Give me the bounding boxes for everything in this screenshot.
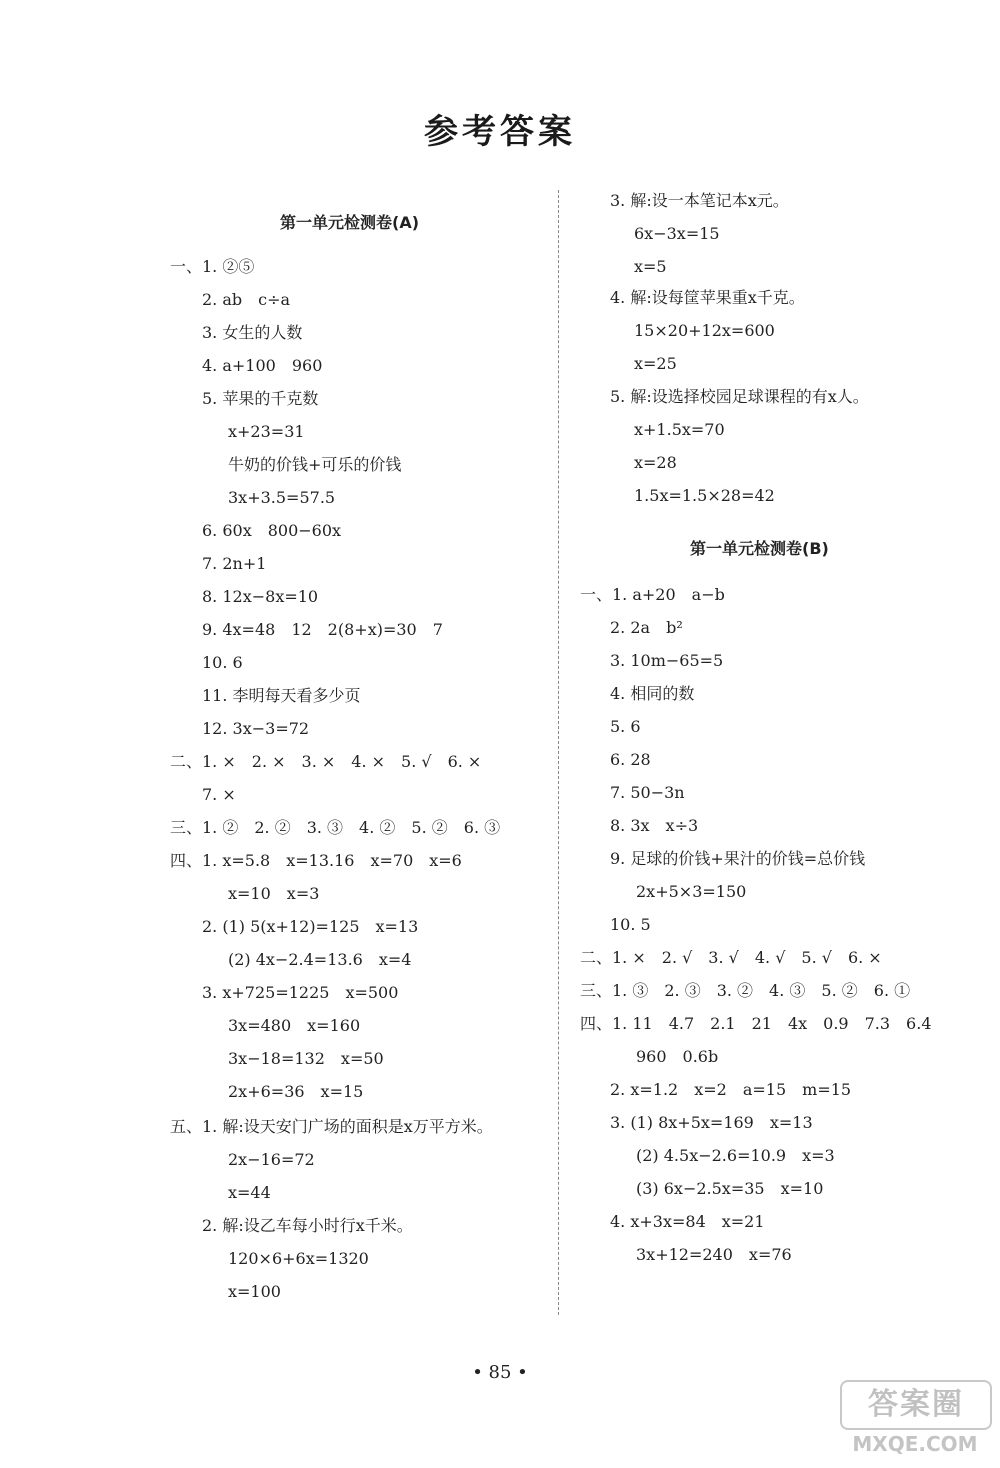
watermark [840, 1380, 990, 1460]
answer-line: 2x+6=36 x=15 [228, 1082, 364, 1101]
answer-line: 3. 10m−65=5 [610, 651, 724, 670]
answer-line: 4. a+100 960 [202, 356, 323, 375]
answer-line: 3. x+725=1225 x=500 [202, 983, 399, 1002]
answer-line: 6x−3x=15 [634, 224, 720, 243]
answer-line: x+1.5x=70 [634, 420, 725, 439]
answer-line: 12. 3x−3=72 [202, 719, 310, 738]
answer-line: 6. 60x 800−60x [202, 521, 342, 540]
answer-line: 5. 解:设选择校园足球课程的有x人。 [610, 387, 869, 406]
answer-line: 120×6+6x=1320 [228, 1249, 369, 1268]
answer-line: 四、1. 11 4.7 2.1 21 4x 0.9 7.3 6.4 [580, 1014, 932, 1033]
answer-line: 3. 解:设一本笔记本x元。 [610, 191, 789, 210]
answer-line: 2x+5×3=150 [636, 882, 747, 901]
answer-line: 11. 李明每天看多少页 [202, 686, 361, 705]
answer-line: x=25 [634, 354, 677, 373]
answer-line: 2. (1) 5(x+12)=125 x=13 [202, 917, 419, 936]
answer-line: x=10 x=3 [228, 884, 320, 903]
answer-line: 3x+12=240 x=76 [636, 1245, 792, 1264]
answer-line: x=28 [634, 453, 677, 472]
answer-line: 1.5x=1.5×28=42 [634, 486, 775, 505]
answer-line: x=44 [228, 1183, 271, 1202]
answer-line: 10. 6 [202, 653, 243, 672]
answer-line: 2. 解:设乙车每小时行x千米。 [202, 1216, 413, 1235]
answer-line: 一、1. a+20 a−b [580, 585, 725, 604]
answer-line: 4. x+3x=84 x=21 [610, 1212, 765, 1231]
answer-line: 4. 解:设每筐苹果重x千克。 [610, 288, 805, 307]
watermark-logo: 答案圈 [840, 1380, 992, 1430]
answer-line: 960 0.6b [636, 1047, 719, 1066]
answer-line: 二、1. × 2. √ 3. √ 4. √ 5. √ 6. × [580, 948, 882, 967]
answer-line: 三、1. ③ 2. ③ 3. ② 4. ③ 5. ② 6. ① [580, 981, 911, 1000]
answer-line: 8. 12x−8x=10 [202, 587, 319, 606]
answer-line: 2. 2a b² [610, 618, 683, 637]
answer-line: 一、1. ②⑤ [170, 257, 255, 276]
answer-line: 5. 6 [610, 717, 641, 736]
answer-line: 2. x=1.2 x=2 a=15 m=15 [610, 1080, 852, 1099]
answer-line: 3x=480 x=160 [228, 1016, 361, 1035]
page-title: 参考答案 [424, 112, 576, 152]
answer-line: 2. ab c÷a [202, 290, 291, 309]
answer-line: 8. 3x x÷3 [610, 816, 699, 835]
answer-line: (3) 6x−2.5x=35 x=10 [636, 1179, 824, 1198]
answer-line: x=100 [228, 1282, 281, 1301]
answer-line: x=5 [634, 257, 667, 276]
section-heading-a: 第一单元检测卷(A) [280, 213, 420, 232]
answer-line: 5. 苹果的千克数 [202, 389, 319, 408]
answer-line: 二、1. × 2. × 3. × 4. × 5. √ 6. × [170, 752, 482, 771]
answer-line: 7. 50−3n [610, 783, 685, 802]
answer-line: 15×20+12x=600 [634, 321, 775, 340]
answer-line: 3x+3.5=57.5 [228, 488, 336, 507]
answer-line: 6. 28 [610, 750, 651, 769]
answer-line: 4. 相同的数 [610, 684, 695, 703]
answer-line: 9. 4x=48 12 2(8+x)=30 7 [202, 620, 443, 639]
answer-line: 10. 5 [610, 915, 651, 934]
answer-line: 3. (1) 8x+5x=169 x=13 [610, 1113, 813, 1132]
answer-line: 2x−16=72 [228, 1150, 315, 1169]
section-heading-b: 第一单元检测卷(B) [690, 539, 829, 558]
watermark-url: MXQE.COM [852, 1432, 978, 1456]
answer-line: (2) 4x−2.4=13.6 x=4 [228, 950, 412, 969]
answer-line: 7. × [202, 785, 236, 804]
answer-line: 3. 女生的人数 [202, 323, 303, 342]
answer-line: 牛奶的价钱+可乐的价钱 [228, 455, 402, 474]
answer-line: 9. 足球的价钱+果汁的价钱=总价钱 [610, 849, 866, 868]
column-divider [558, 190, 559, 1315]
answer-line: 7. 2n+1 [202, 554, 267, 573]
answer-line: 3x−18=132 x=50 [228, 1049, 384, 1068]
answer-line: (2) 4.5x−2.6=10.9 x=3 [636, 1146, 835, 1165]
answer-line: x+23=31 [228, 422, 305, 441]
answer-line: 四、1. x=5.8 x=13.16 x=70 x=6 [170, 851, 462, 870]
answer-line: 三、1. ② 2. ② 3. ③ 4. ② 5. ② 6. ③ [170, 818, 501, 837]
answer-line: 五、1. 解:设天安门广场的面积是x万平方米。 [170, 1117, 493, 1136]
page-number: • 85 • [472, 1362, 528, 1383]
